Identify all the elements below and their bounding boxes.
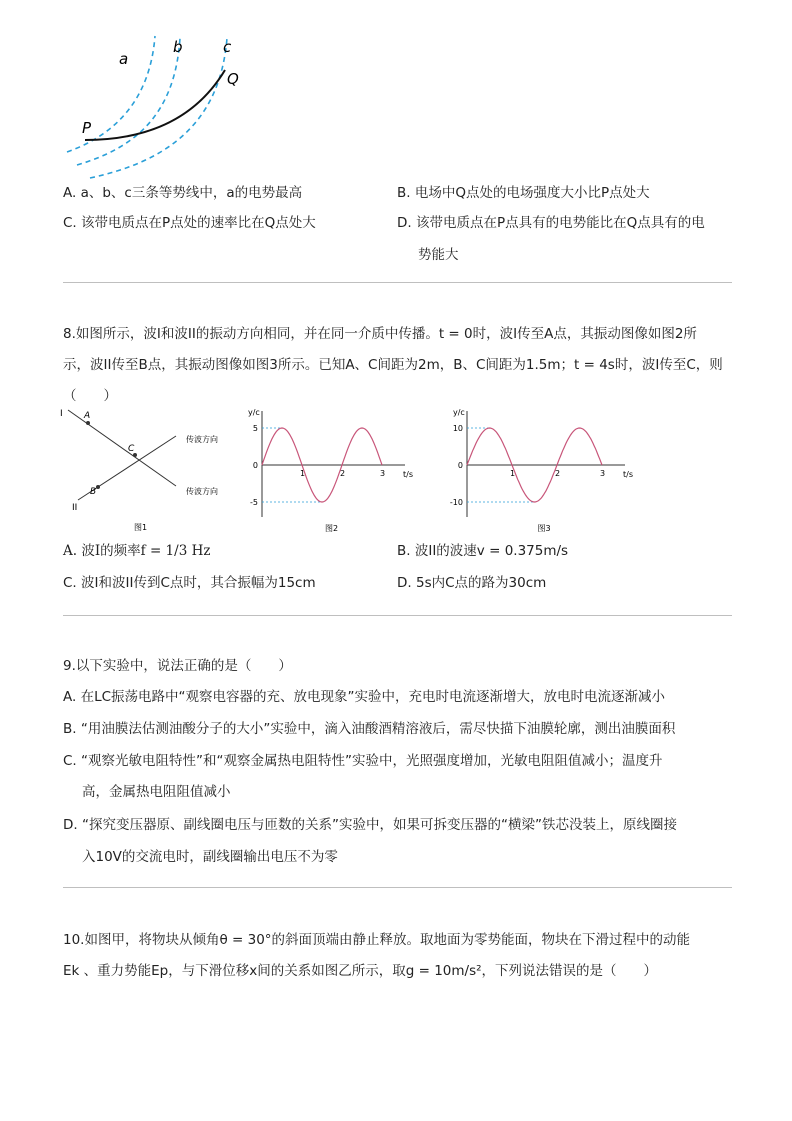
q7-equipotential-figure xyxy=(55,30,255,180)
y-tick-label: 0 xyxy=(457,461,463,470)
point-B xyxy=(96,485,100,489)
y-tick-label: 0 xyxy=(252,461,258,470)
y-axis-label: y/c xyxy=(453,408,465,417)
equipotential-line-a xyxy=(67,36,155,152)
q9-stem: 9.以下实验中，说法正确的是（ ） xyxy=(63,658,292,674)
q9-option-d-line1: D. “探究变压器原、副线圈电压与匝数的关系”实验中，如果可拆变压器的“横梁”铁芯没装上，原线圈接 xyxy=(63,817,677,833)
trajectory-PQ xyxy=(85,70,225,140)
svg-text:图1: 图1 xyxy=(134,523,148,532)
x-tick-label: 3 xyxy=(380,469,386,478)
q8-option-c: C. 波I和波II传到C点时，其合振幅为15cm xyxy=(63,575,316,591)
q8-figure-1 xyxy=(58,402,238,534)
q7-option-d-line2: 势能大 xyxy=(418,247,459,263)
divider xyxy=(63,887,732,888)
q8-figure-3-vibration-graph xyxy=(445,405,650,535)
figure-caption: 图3 xyxy=(537,524,551,533)
point-A xyxy=(86,421,90,425)
q7-option-c: C. 该带电质点在P点处的速率比在Q点处大 xyxy=(63,215,316,231)
q8-stem-line3: （ ） xyxy=(63,388,117,404)
svg-text:B: B xyxy=(90,487,97,497)
q8-stem-line1: 8.如图所示，波I和波II的振动方向相同，并在同一介质中传播。t = 0时，波I传至A点，其振动图像如图2所 xyxy=(63,326,697,342)
equipotential-line-c xyxy=(90,38,227,178)
q7-option-d-line1: D. 该带电质点在P点具有的电势能比在Q点具有的电 xyxy=(397,215,705,231)
q9-option-c-line1: C. “观察光敏电阻特性”和“观察金属热电阻特性”实验中，光照强度增加，光敏电阻阻值减小；温度升 xyxy=(63,753,663,769)
label-P: P xyxy=(82,119,92,137)
x-axis-label: t/s xyxy=(623,470,633,479)
label-c: c xyxy=(223,38,232,56)
svg-text:I: I xyxy=(60,409,63,419)
y-tick-label: 5 xyxy=(252,424,258,433)
q8-option-b: B. 波II的波速v = 0.375m/s xyxy=(397,543,569,559)
x-axis-label: t/s xyxy=(403,470,413,479)
y-tick-label: -10 xyxy=(449,498,463,507)
divider xyxy=(63,282,732,283)
svg-text:C: C xyxy=(128,444,135,454)
x-tick-label: 3 xyxy=(600,469,606,478)
svg-text:A: A xyxy=(84,411,91,421)
q8-stem-line2: 示，波II传至B点，其振动图像如图3所示。已知A、C间距为2m，B、C间距为1.5m；t = 4s时，波I传至C，则 xyxy=(63,357,723,373)
y-tick-label: -5 xyxy=(250,498,258,507)
label-Q: Q xyxy=(227,70,239,88)
q8-option-a-text: A. 波I的频率f = 1/3 Hz xyxy=(63,543,211,559)
q9-option-c-line2: 高，金属热电阻阻值减小 xyxy=(82,784,231,800)
label-b: b xyxy=(173,38,183,56)
q7-option-b: B. 电场中Q点处的电场强度大小比P点处大 xyxy=(397,185,650,201)
figure-caption: 图2 xyxy=(325,524,339,533)
q9-option-d-line2: 入10V的交流电时，副线圈输出电压不为零 xyxy=(82,849,338,865)
x-tick-label: 1 xyxy=(300,469,306,478)
q8-figure-2-vibration-graph xyxy=(240,405,430,535)
x-tick-label: 2 xyxy=(340,469,346,478)
q9-option-b: B. “用油膜法估测油酸分子的大小”实验中，滴入油酸酒精溶液后，需尽快描下油膜轮廓，测出油膜面积 xyxy=(63,721,676,737)
svg-text:II: II xyxy=(72,503,78,513)
q8-option-a xyxy=(63,540,210,562)
divider xyxy=(63,615,732,616)
y-tick-label: 10 xyxy=(452,424,463,433)
svg-text:传波方向: 传波方向 xyxy=(186,435,218,444)
q7-option-a: A. a、b、c三条等势线中，a的电势最高 xyxy=(63,185,303,201)
label-a: a xyxy=(119,50,129,68)
q10-stem-line1: 10.如图甲，将物块从倾角θ = 30°的斜面顶端由静止释放。取地面为零势能面，物块在下滑过程中的动能 xyxy=(63,932,691,948)
q10-stem-line2: Ek 、重力势能Ep，与下滑位移x间的关系如图乙所示，取g = 10m/s²，下列说法错误的是（ ） xyxy=(63,963,658,979)
x-tick-label: 2 xyxy=(555,469,561,478)
svg-text:传波方向: 传波方向 xyxy=(186,487,218,496)
equipotential-line-b xyxy=(77,38,180,165)
q9-option-a: A. 在LC振荡电路中“观察电容器的充、放电现象”实验中，充电时电流逐渐增大，放电时电流逐渐减小 xyxy=(63,689,666,705)
q8-option-d: D. 5s内C点的路为30cm xyxy=(397,575,547,591)
y-axis-label: y/c xyxy=(248,408,260,417)
x-tick-label: 1 xyxy=(510,469,516,478)
